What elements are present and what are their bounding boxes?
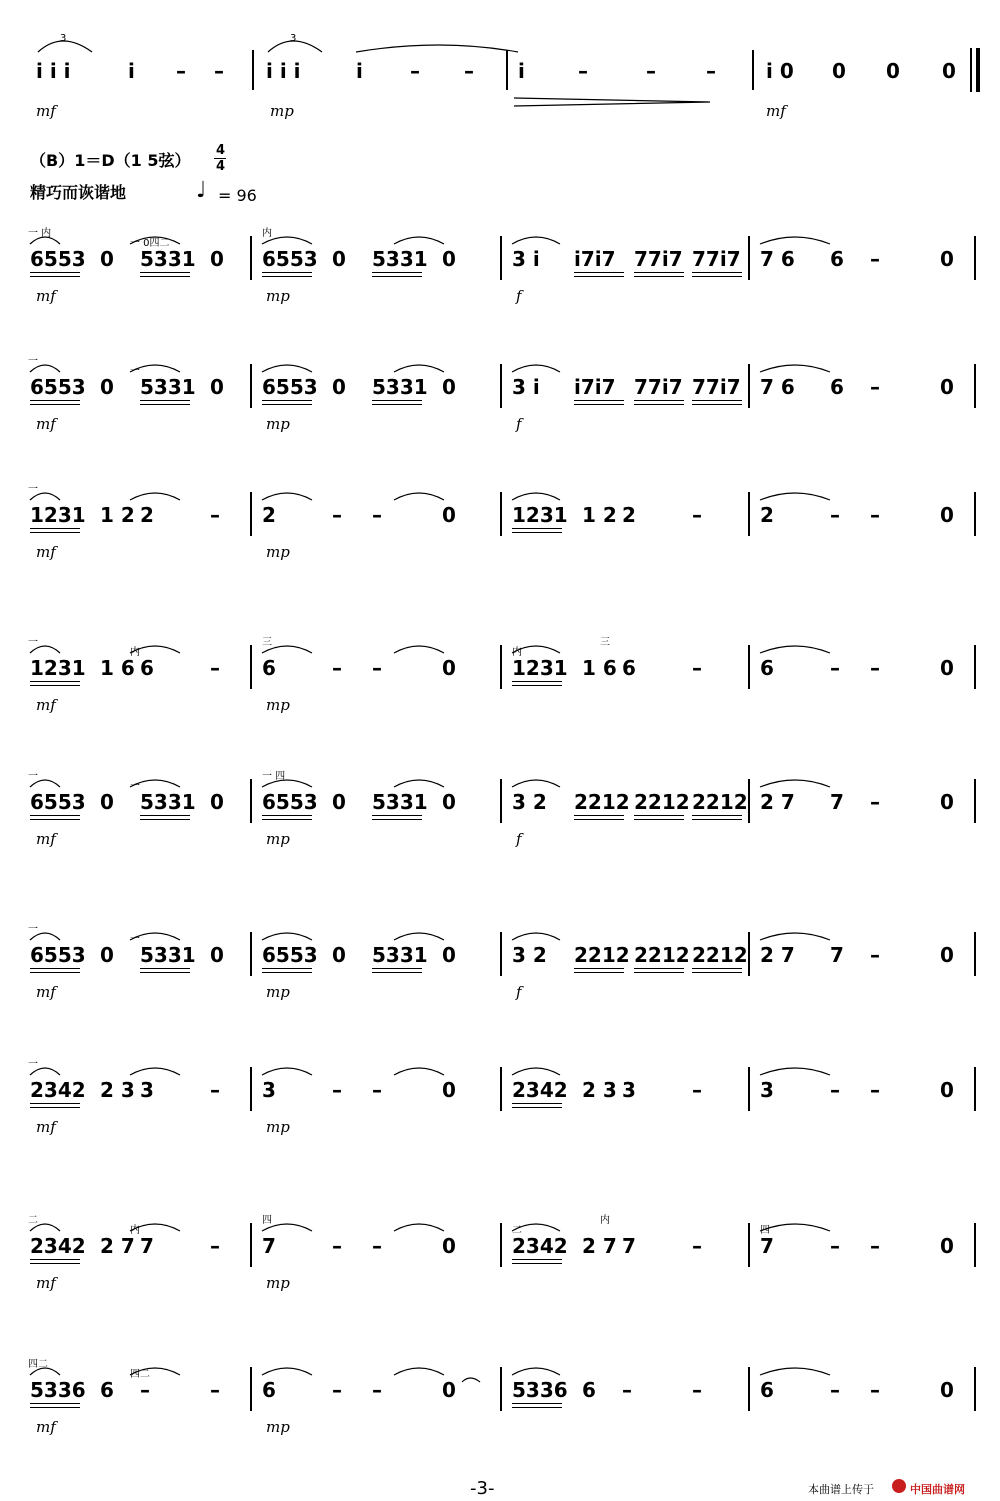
note-group: 0 <box>442 1378 456 1402</box>
note-group: 0 <box>210 375 224 399</box>
technique-mark: 一 <box>130 934 140 945</box>
upload-note: 本曲谱上传于 <box>808 1483 874 1496</box>
note-group: 2212 <box>692 790 748 814</box>
note-group: – <box>870 1378 880 1402</box>
note-group: 3 <box>262 1078 276 1102</box>
note-group: 6 <box>262 1378 276 1402</box>
note-group: 2 <box>622 503 636 527</box>
note-group: 0 <box>442 1078 456 1102</box>
note-group: – <box>372 1078 382 1102</box>
dynamic-mark: mf <box>36 830 56 848</box>
technique-mark: 一 内 <box>28 228 52 239</box>
site-logo-icon <box>892 1479 906 1493</box>
note-group: 6 <box>140 656 154 680</box>
note-group: – <box>692 1234 702 1258</box>
note-group: – <box>210 1078 220 1102</box>
time-signature-numerator: 4 <box>216 143 226 158</box>
technique-mark: 三 <box>600 637 610 648</box>
dynamic-mark: mp <box>266 830 290 848</box>
note-group: 6553 <box>262 790 318 814</box>
note-group: 1231 <box>512 503 568 527</box>
note-group: – <box>622 1378 632 1402</box>
dynamic-mark: mf <box>36 983 56 1001</box>
note-group: 0 <box>100 790 114 814</box>
note-group: – <box>410 59 420 83</box>
note-group: 0 <box>940 503 954 527</box>
technique-mark: 二 <box>28 1215 38 1226</box>
dynamic-mark: mp <box>270 102 294 120</box>
note-group: 2212 <box>634 790 690 814</box>
note-group: 6 <box>622 656 636 680</box>
note-group: 1 6 <box>100 656 135 680</box>
note-group: 0 <box>940 375 954 399</box>
note-group: i <box>128 59 135 83</box>
note-group: – <box>830 1378 840 1402</box>
dynamic-mark: f <box>516 830 522 848</box>
note-group: 0 <box>100 375 114 399</box>
note-group: 77i7 <box>692 375 741 399</box>
note-group: 6 <box>582 1378 596 1402</box>
note-group: 0 <box>332 943 346 967</box>
note-group: 0 <box>442 375 456 399</box>
note-group: – <box>464 59 474 83</box>
note-group: i i i <box>266 59 301 83</box>
note-group: 6 <box>760 1378 774 1402</box>
note-group: 3 <box>140 1078 154 1102</box>
note-group: – <box>372 656 382 680</box>
note-group: – <box>870 1078 880 1102</box>
note-group: 0 <box>442 656 456 680</box>
note-group: i <box>518 59 525 83</box>
dynamic-mark: mp <box>266 983 290 1001</box>
note-group: 3 <box>622 1078 636 1102</box>
dynamic-mark: mp <box>266 1418 290 1436</box>
note-group: 7 6 <box>760 375 795 399</box>
note-group: 6 <box>262 656 276 680</box>
technique-mark: 一 <box>28 924 38 935</box>
note-group: 3 i <box>512 375 540 399</box>
note-group: 1 6 <box>582 656 617 680</box>
note-group: – <box>692 1078 702 1102</box>
technique-mark: 内 <box>600 1215 610 1226</box>
note-group: – <box>578 59 588 83</box>
dynamic-mark: mp <box>266 415 290 433</box>
note-group: 6553 <box>262 375 318 399</box>
note-group: 7 6 <box>760 247 795 271</box>
quarter-note-icon: ♩ <box>196 178 207 203</box>
note-group: – <box>332 503 342 527</box>
note-group: 0 <box>100 247 114 271</box>
site-name: 中国曲谱网 <box>910 1483 965 1496</box>
note-group: 2342 <box>30 1234 86 1258</box>
note-group: 5331 <box>372 247 428 271</box>
page-number: -3- <box>470 1478 495 1499</box>
note-group: 2342 <box>30 1078 86 1102</box>
note-group: 0 <box>100 943 114 967</box>
dynamic-mark: mf <box>36 1274 56 1292</box>
note-group: 0 <box>442 247 456 271</box>
note-group: 77i7 <box>634 247 683 271</box>
note-group: 7 <box>830 943 844 967</box>
note-group: 0 <box>210 943 224 967</box>
note-group: 6553 <box>30 247 86 271</box>
triplet-mark: 3 <box>60 33 67 44</box>
note-group: 7 <box>262 1234 276 1258</box>
note-group: 7 <box>622 1234 636 1258</box>
note-group: – <box>870 375 880 399</box>
technique-mark: 内 <box>512 647 522 658</box>
note-group: 1231 <box>30 656 86 680</box>
note-group: 2212 <box>574 943 630 967</box>
note-group: 7 <box>140 1234 154 1258</box>
dynamic-mark: mf <box>36 287 56 305</box>
note-group: 5331 <box>372 790 428 814</box>
note-group: 5331 <box>372 375 428 399</box>
note-group: 0 <box>940 790 954 814</box>
note-group: – <box>830 503 840 527</box>
note-group: – <box>210 1234 220 1258</box>
note-group: i7i7 <box>574 247 616 271</box>
note-group: 0 <box>832 59 846 83</box>
note-group: – <box>372 1234 382 1258</box>
technique-mark: 一 <box>28 771 38 782</box>
dynamic-mark: mf <box>36 415 56 433</box>
note-group: 5331 <box>140 375 196 399</box>
note-group: 3 2 <box>512 943 547 967</box>
note-group: 6553 <box>30 375 86 399</box>
technique-mark: 一 <box>28 637 38 648</box>
note-group: 0 <box>332 247 346 271</box>
note-group: – <box>214 59 224 83</box>
key-label: （B）1＝D（1 5弦） <box>30 151 191 170</box>
dynamic-mark: mf <box>36 1418 56 1436</box>
technique-mark: 一 四 <box>262 771 286 782</box>
dynamic-mark: mf <box>36 102 56 120</box>
note-group: 0 <box>442 503 456 527</box>
note-group: i 0 <box>766 59 794 83</box>
note-group: – <box>646 59 656 83</box>
note-group: i i i <box>36 59 71 83</box>
technique-mark: 二 <box>512 1225 522 1236</box>
note-group: – <box>830 656 840 680</box>
note-group: 6553 <box>30 790 86 814</box>
note-group: – <box>332 656 342 680</box>
note-group: 0 <box>942 59 956 83</box>
note-group: 2 7 <box>760 943 795 967</box>
note-group: – <box>210 656 220 680</box>
note-group: – <box>210 1378 220 1402</box>
dynamic-mark: f <box>516 415 522 433</box>
note-group: 5336 <box>512 1378 568 1402</box>
note-group: 6553 <box>30 943 86 967</box>
note-group: 0 <box>940 943 954 967</box>
note-group: 2342 <box>512 1234 568 1258</box>
note-group: – <box>332 1078 342 1102</box>
note-group: 6 <box>760 656 774 680</box>
dynamic-mark: mf <box>766 102 786 120</box>
note-group: 7 <box>830 790 844 814</box>
note-group: 3 i <box>512 247 540 271</box>
note-group: 2 <box>760 503 774 527</box>
note-group: – <box>870 1234 880 1258</box>
technique-mark: 四二 <box>28 1359 48 1370</box>
note-group: – <box>692 656 702 680</box>
note-group: 0 <box>442 790 456 814</box>
technique-mark: 四 <box>760 1225 770 1236</box>
note-group: 6 <box>830 375 844 399</box>
note-group: 2 <box>140 503 154 527</box>
note-group: – <box>332 1234 342 1258</box>
note-group: 3 <box>760 1078 774 1102</box>
note-group: 0 <box>210 790 224 814</box>
note-group: 0 <box>332 375 346 399</box>
note-group: 6 <box>100 1378 114 1402</box>
note-group: – <box>140 1378 150 1402</box>
note-group: 77i7 <box>634 375 683 399</box>
note-group: 6553 <box>262 943 318 967</box>
note-group: – <box>332 1378 342 1402</box>
note-group: – <box>870 503 880 527</box>
expression-mark: 精巧而诙谐地 <box>30 183 127 202</box>
note-group: 77i7 <box>692 247 741 271</box>
note-group: 2 7 <box>100 1234 135 1258</box>
note-group: 2 3 <box>582 1078 617 1102</box>
note-group: 7 <box>760 1234 774 1258</box>
technique-mark: 四 <box>262 1215 272 1226</box>
dynamic-mark: mf <box>36 696 56 714</box>
note-group: 0 <box>940 1234 954 1258</box>
note-group: 6 <box>830 247 844 271</box>
note-group: 0 <box>442 1234 456 1258</box>
dynamic-mark: f <box>516 983 522 1001</box>
technique-mark: 一 <box>28 484 38 495</box>
note-group: – <box>372 503 382 527</box>
technique-mark: 三 <box>262 637 272 648</box>
dynamic-mark: mp <box>266 696 290 714</box>
technique-mark: 一 <box>130 366 140 377</box>
note-group: 0 <box>886 59 900 83</box>
technique-mark: 一 <box>130 781 140 792</box>
note-group: 2212 <box>692 943 748 967</box>
note-group: 0 <box>442 943 456 967</box>
note-group: 5331 <box>140 943 196 967</box>
note-group: 0 <box>210 247 224 271</box>
note-group: 5336 <box>30 1378 86 1402</box>
note-group: 2212 <box>574 790 630 814</box>
technique-mark: 一 <box>28 356 38 367</box>
technique-mark: 一 0四二 <box>130 238 170 249</box>
note-group: – <box>870 247 880 271</box>
note-group: 2342 <box>512 1078 568 1102</box>
note-group: 1 2 <box>100 503 135 527</box>
note-group: 2 7 <box>582 1234 617 1258</box>
technique-mark: 内 <box>262 228 272 239</box>
dynamic-mark: mp <box>266 543 290 561</box>
note-group: – <box>870 790 880 814</box>
technique-mark: 一 <box>28 1059 38 1070</box>
note-group: 0 <box>940 1078 954 1102</box>
note-group: – <box>372 1378 382 1402</box>
technique-mark: 内 <box>130 1225 140 1236</box>
note-group: i7i7 <box>574 375 616 399</box>
note-group: 0 <box>940 247 954 271</box>
time-signature-denominator: 4 <box>216 159 226 174</box>
note-group: 2 7 <box>760 790 795 814</box>
note-group: 6553 <box>262 247 318 271</box>
dynamic-mark: f <box>516 287 522 305</box>
note-group: – <box>870 656 880 680</box>
dynamic-mark: mp <box>266 287 290 305</box>
note-group: 0 <box>332 790 346 814</box>
note-group: 1231 <box>30 503 86 527</box>
note-group: 5331 <box>140 790 196 814</box>
note-group: – <box>692 1378 702 1402</box>
dynamic-mark: mf <box>36 543 56 561</box>
note-group: 3 2 <box>512 790 547 814</box>
note-group: 1231 <box>512 656 568 680</box>
note-group: i <box>356 59 363 83</box>
note-group: – <box>692 503 702 527</box>
note-group: – <box>210 503 220 527</box>
note-group: – <box>830 1078 840 1102</box>
technique-mark: 四二 <box>130 1369 150 1380</box>
technique-mark: 内 <box>130 647 140 658</box>
note-group: 2 <box>262 503 276 527</box>
note-group: 2 3 <box>100 1078 135 1102</box>
note-group: – <box>830 1234 840 1258</box>
note-group: 2212 <box>634 943 690 967</box>
note-group: 5331 <box>372 943 428 967</box>
note-group: 0 <box>940 656 954 680</box>
note-group: – <box>176 59 186 83</box>
tempo-value: = 96 <box>218 186 257 205</box>
note-group: – <box>706 59 716 83</box>
dynamic-mark: mf <box>36 1118 56 1136</box>
note-group: 1 2 <box>582 503 617 527</box>
note-group: – <box>870 943 880 967</box>
note-group: 5331 <box>140 247 196 271</box>
dynamic-mark: mp <box>266 1274 290 1292</box>
note-group: 0 <box>940 1378 954 1402</box>
dynamic-mark: mp <box>266 1118 290 1136</box>
triplet-mark: 3 <box>290 33 297 44</box>
